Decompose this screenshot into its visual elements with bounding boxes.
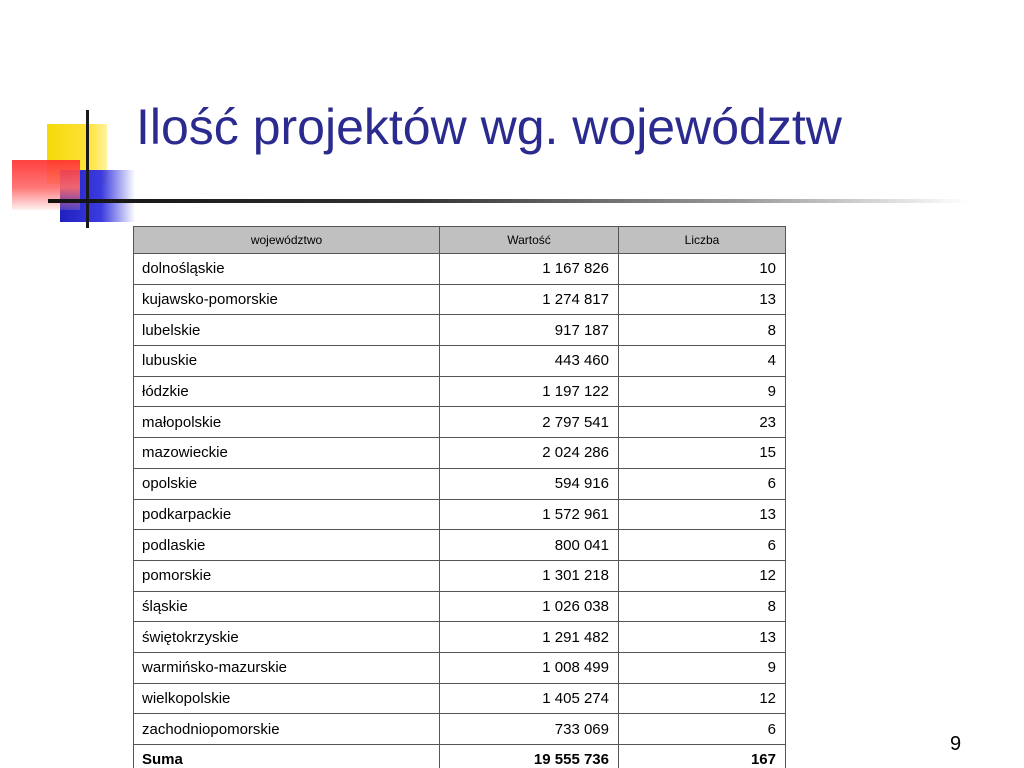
table-row xyxy=(134,560,786,591)
table-row xyxy=(134,652,786,683)
vertical-line xyxy=(86,110,89,228)
page-number: 9 xyxy=(950,733,962,755)
cell-value: 1 167 826 xyxy=(440,254,619,285)
cell-region: śląskie xyxy=(134,591,440,622)
cell-count: 15 xyxy=(619,438,786,469)
cell-value: 800 041 xyxy=(440,530,619,561)
cell-value: 2 024 286 xyxy=(440,438,619,469)
cell-count: 8 xyxy=(619,591,786,622)
table-row xyxy=(134,376,786,407)
table-row xyxy=(134,714,786,745)
cell-value: 1 405 274 xyxy=(440,683,619,714)
cell-count: 8 xyxy=(619,315,786,346)
cell-count: 13 xyxy=(619,284,786,315)
cell-region: zachodniopomorskie xyxy=(134,714,440,745)
table-total-row xyxy=(134,745,786,768)
cell-value: 594 916 xyxy=(440,468,619,499)
table-row xyxy=(134,622,786,653)
cell-region: podlaskie xyxy=(134,530,440,561)
table-row xyxy=(134,407,786,438)
total-label: Suma xyxy=(134,745,440,768)
cell-value: 1 291 482 xyxy=(440,622,619,653)
projects-table xyxy=(133,226,786,768)
cell-count: 6 xyxy=(619,468,786,499)
table-header-row xyxy=(134,227,786,254)
total-value: 19 555 736 xyxy=(440,745,619,768)
cell-count: 6 xyxy=(619,530,786,561)
cell-region: świętokrzyskie xyxy=(134,622,440,653)
cell-value: 443 460 xyxy=(440,346,619,377)
cell-region: łódzkie xyxy=(134,376,440,407)
cell-region: kujawsko-pomorskie xyxy=(134,284,440,315)
cell-count: 12 xyxy=(619,683,786,714)
cell-count: 10 xyxy=(619,254,786,285)
cell-value: 1 026 038 xyxy=(440,591,619,622)
cell-region: pomorskie xyxy=(134,560,440,591)
cell-value: 917 187 xyxy=(440,315,619,346)
table-row xyxy=(134,346,786,377)
table-row xyxy=(134,683,786,714)
cell-value: 733 069 xyxy=(440,714,619,745)
cell-value: 1 274 817 xyxy=(440,284,619,315)
table-row xyxy=(134,438,786,469)
cell-region: lubelskie xyxy=(134,315,440,346)
cell-count: 23 xyxy=(619,407,786,438)
table-row xyxy=(134,254,786,285)
cell-count: 13 xyxy=(619,622,786,653)
cell-count: 13 xyxy=(619,499,786,530)
cell-count: 6 xyxy=(619,714,786,745)
table-row xyxy=(134,591,786,622)
cell-count: 9 xyxy=(619,376,786,407)
cell-count: 12 xyxy=(619,560,786,591)
title-underline xyxy=(48,199,968,203)
table-row xyxy=(134,284,786,315)
cell-value: 1 008 499 xyxy=(440,652,619,683)
header-count: Liczba xyxy=(619,227,786,254)
cell-region: małopolskie xyxy=(134,407,440,438)
table-row xyxy=(134,315,786,346)
cell-region: lubuskie xyxy=(134,346,440,377)
cell-region: wielkopolskie xyxy=(134,683,440,714)
cell-value: 1 197 122 xyxy=(440,376,619,407)
cell-value: 1 572 961 xyxy=(440,499,619,530)
cell-region: opolskie xyxy=(134,468,440,499)
cell-region: mazowieckie xyxy=(134,438,440,469)
slide-title: Ilość projektów wg. województw xyxy=(136,99,842,155)
cell-value: 1 301 218 xyxy=(440,560,619,591)
cell-count: 4 xyxy=(619,346,786,377)
table-row xyxy=(134,530,786,561)
cell-value: 2 797 541 xyxy=(440,407,619,438)
header-value: Wartość xyxy=(440,227,619,254)
total-count: 167 xyxy=(619,745,786,768)
header-region: województwo xyxy=(134,227,440,254)
table-row xyxy=(134,499,786,530)
cell-region: warmińsko-mazurskie xyxy=(134,652,440,683)
cell-count: 9 xyxy=(619,652,786,683)
cell-region: dolnośląskie xyxy=(134,254,440,285)
table-row xyxy=(134,468,786,499)
cell-region: podkarpackie xyxy=(134,499,440,530)
